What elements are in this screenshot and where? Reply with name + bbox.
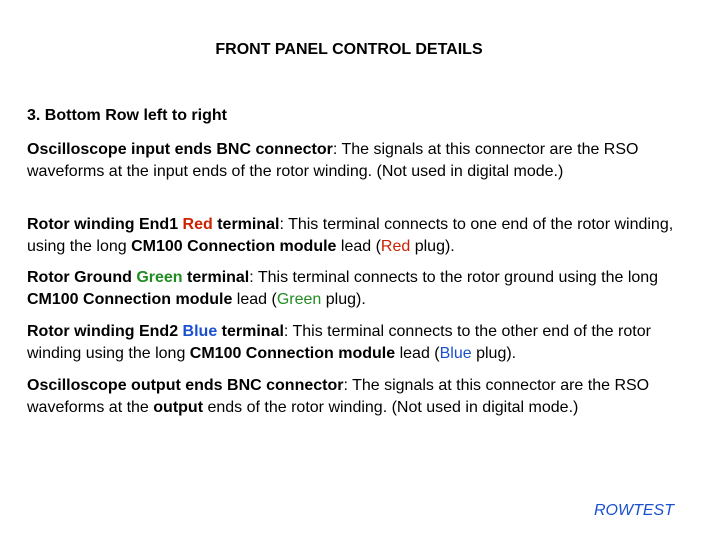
colon: : <box>332 141 338 158</box>
paragraph-scope-output <box>27 375 677 419</box>
red-plug-word: Red <box>380 238 411 255</box>
paragraph-scope-input <box>27 139 677 183</box>
term-scope-input: Oscilloscope input ends BNC connector <box>27 141 333 158</box>
description: : The signals at this connector are the RSO waveforms at the <box>27 377 650 416</box>
module-name: CM100 Connection module <box>189 345 396 362</box>
paragraph-ground-terminal <box>27 267 677 311</box>
description: : This terminal connects to the other end of the rotor winding using the long <box>27 323 651 362</box>
green-color-word: Green <box>136 269 183 286</box>
green-plug-word: Green <box>276 291 322 308</box>
description: plug). <box>410 238 455 255</box>
output-word: output <box>153 399 204 416</box>
blue-color-word: Blue <box>182 323 218 340</box>
term-prefix: Rotor winding End1 <box>27 216 183 233</box>
term-prefix: Rotor Ground <box>27 269 137 286</box>
description: : This terminal connects to the rotor ground using the long <box>249 269 659 286</box>
paragraph-end1-terminal <box>27 214 677 258</box>
paragraph-end2-terminal <box>27 321 677 365</box>
description: The signals at this connector are the RSO waveforms at the input ends of the rotor winding. (Not used in digital mode.) <box>27 141 639 180</box>
module-name: CM100 Connection module <box>131 238 337 255</box>
description: lead ( <box>232 291 277 308</box>
blue-plug-word: Blue <box>439 345 472 362</box>
description: plug). <box>321 291 366 308</box>
section-heading: 3. Bottom Row left to right <box>27 107 227 124</box>
term-prefix: Rotor winding End2 <box>27 323 183 340</box>
term-suffix: terminal <box>217 323 284 340</box>
description: plug). <box>471 345 517 362</box>
term-suffix: terminal <box>212 216 280 233</box>
description: : This terminal connects to one end of the rotor winding, using the long <box>27 216 674 255</box>
term-scope-output: Oscilloscope output ends BNC connector <box>27 377 344 394</box>
module-name: CM100 Connection module <box>27 291 233 308</box>
description: lead ( <box>395 345 440 362</box>
red-color-word: Red <box>182 216 213 233</box>
page-title: FRONT PANEL CONTROL DETAILS <box>215 41 483 58</box>
term-suffix: terminal <box>182 269 250 286</box>
description: ends of the rotor winding. (Not used in digital mode.) <box>203 399 579 416</box>
description: lead ( <box>336 238 381 255</box>
footer-label: ROWTEST <box>594 502 674 519</box>
